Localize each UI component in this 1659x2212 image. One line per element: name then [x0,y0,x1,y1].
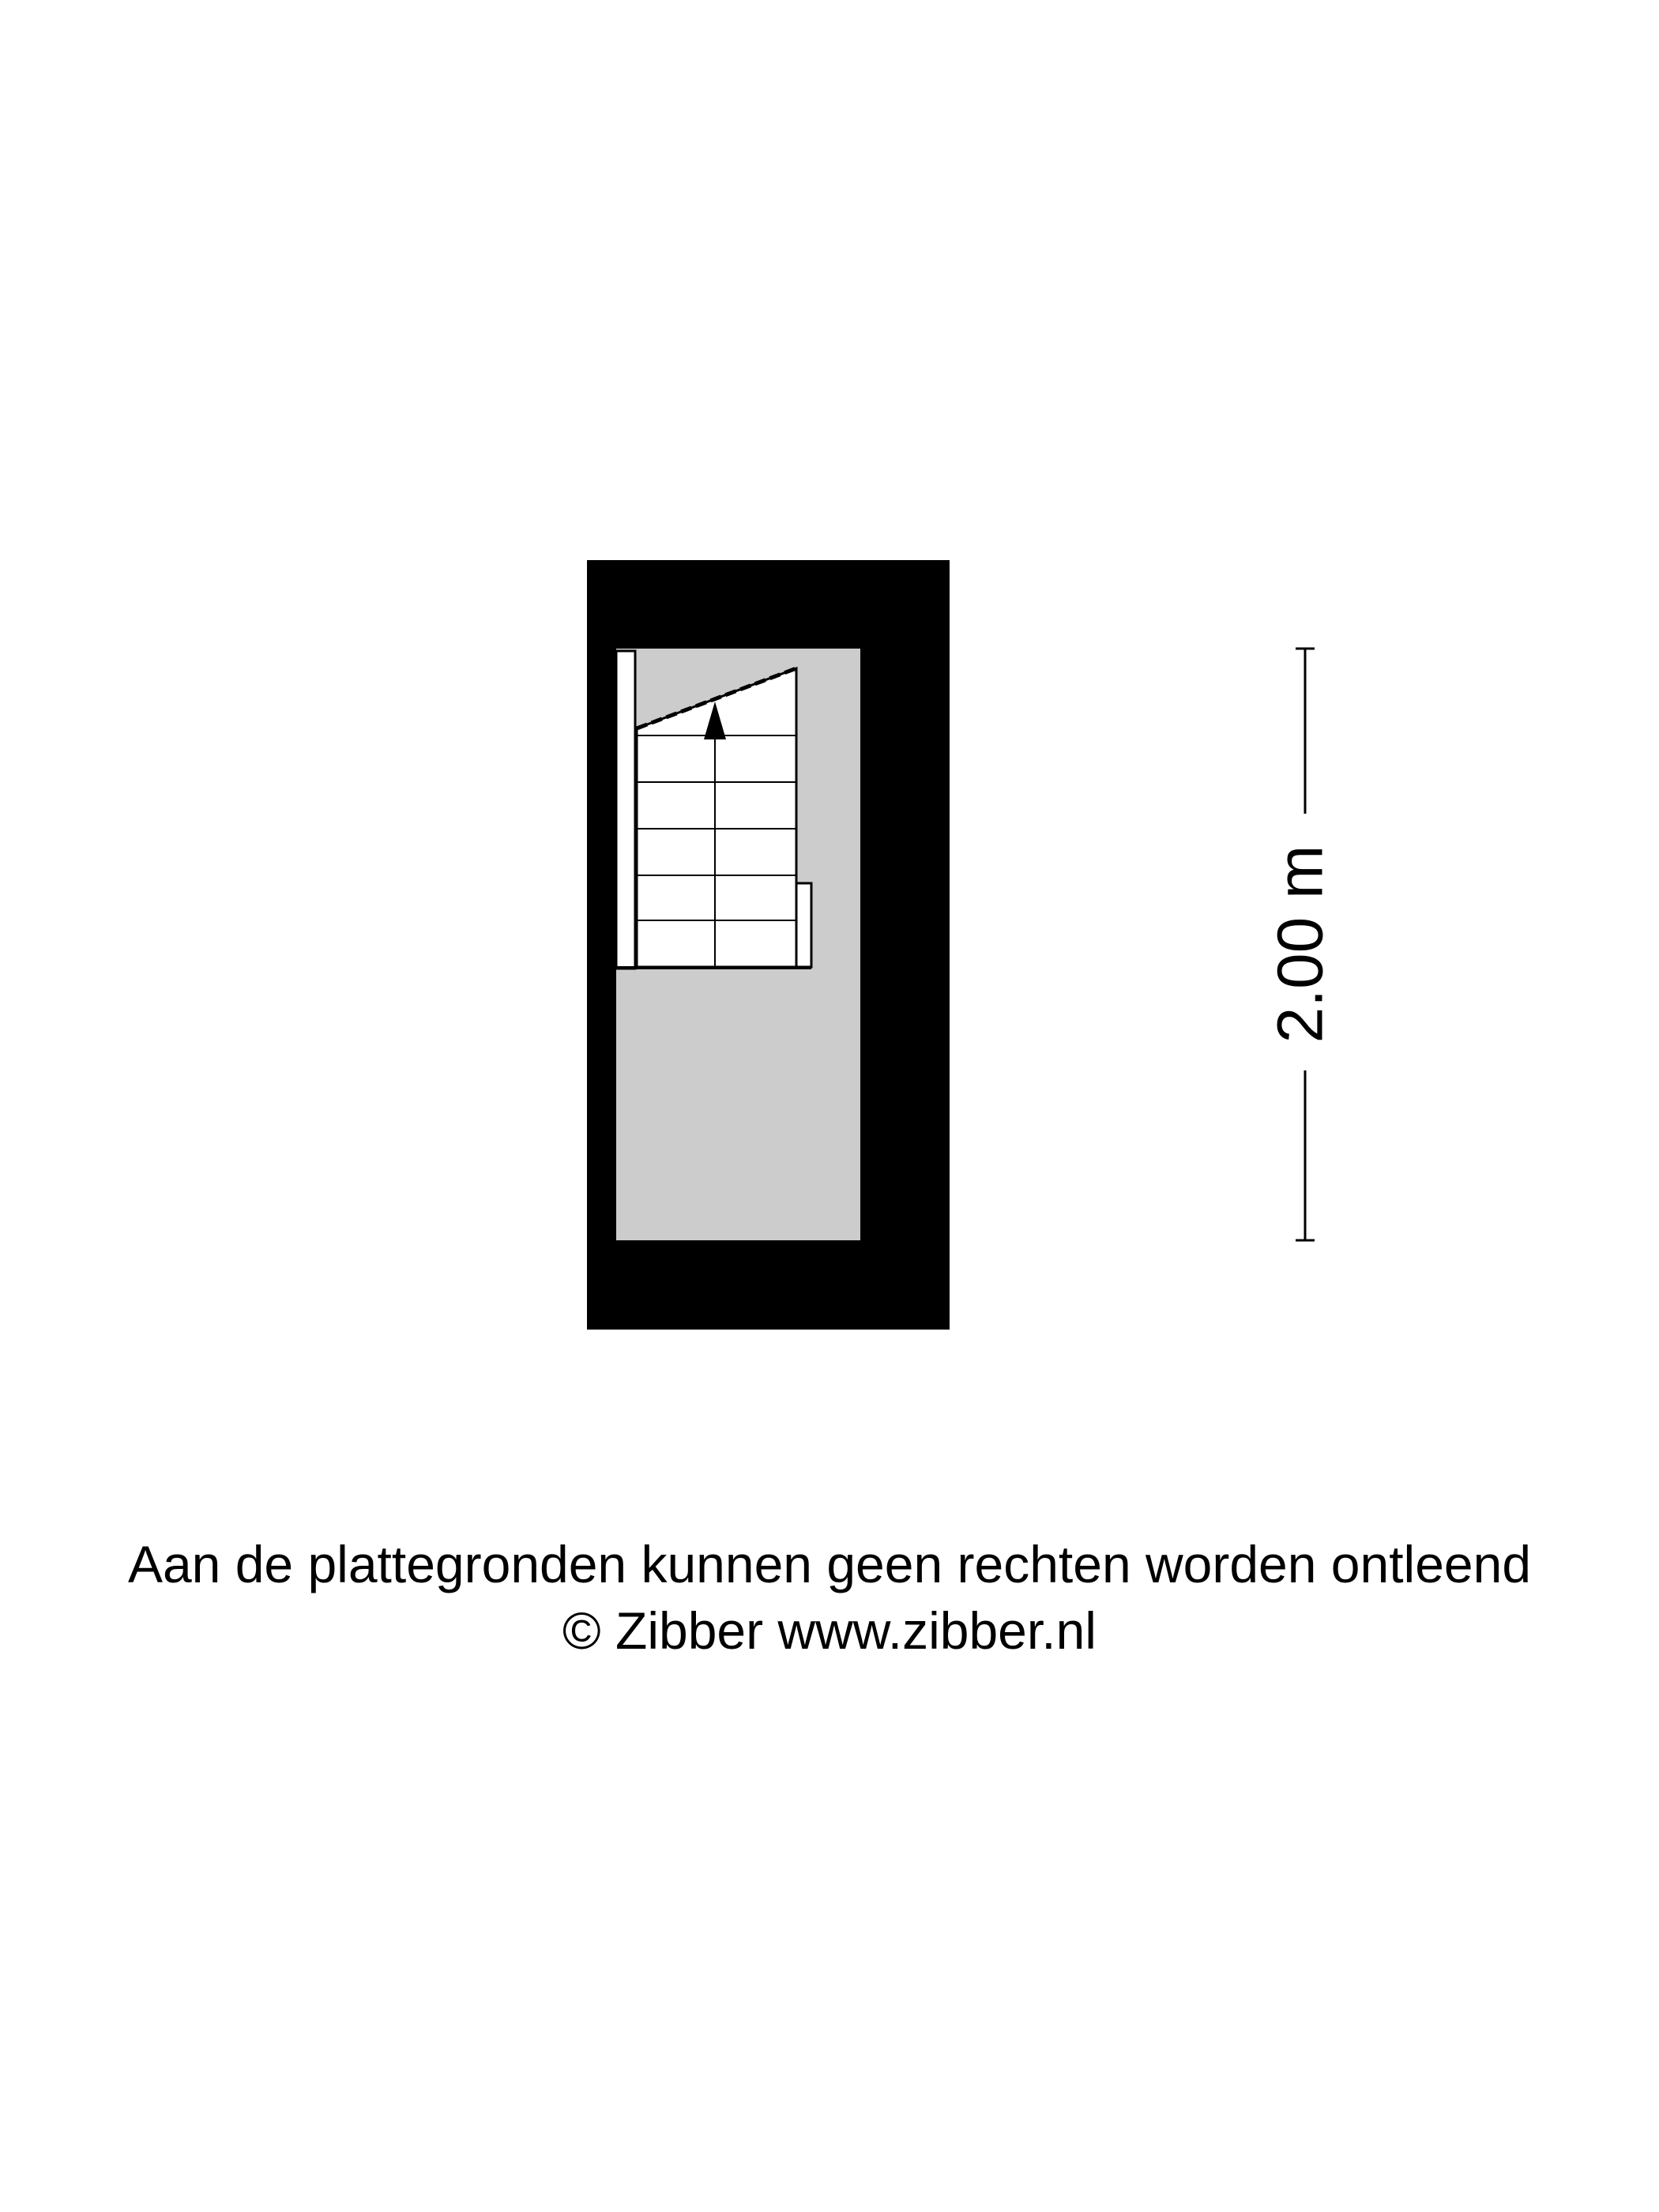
copyright-text: © Zibber www.zibber.nl [562,1601,1097,1660]
stair-handrail [616,651,635,969]
scale-bar-label: 2.00 m [1264,845,1337,1044]
disclaimer-text: Aan de plattegronden kunnen geen rechten worden ontleend [127,1535,1532,1593]
stair-newel-post [796,883,811,967]
scale-bar [1265,649,1337,1240]
